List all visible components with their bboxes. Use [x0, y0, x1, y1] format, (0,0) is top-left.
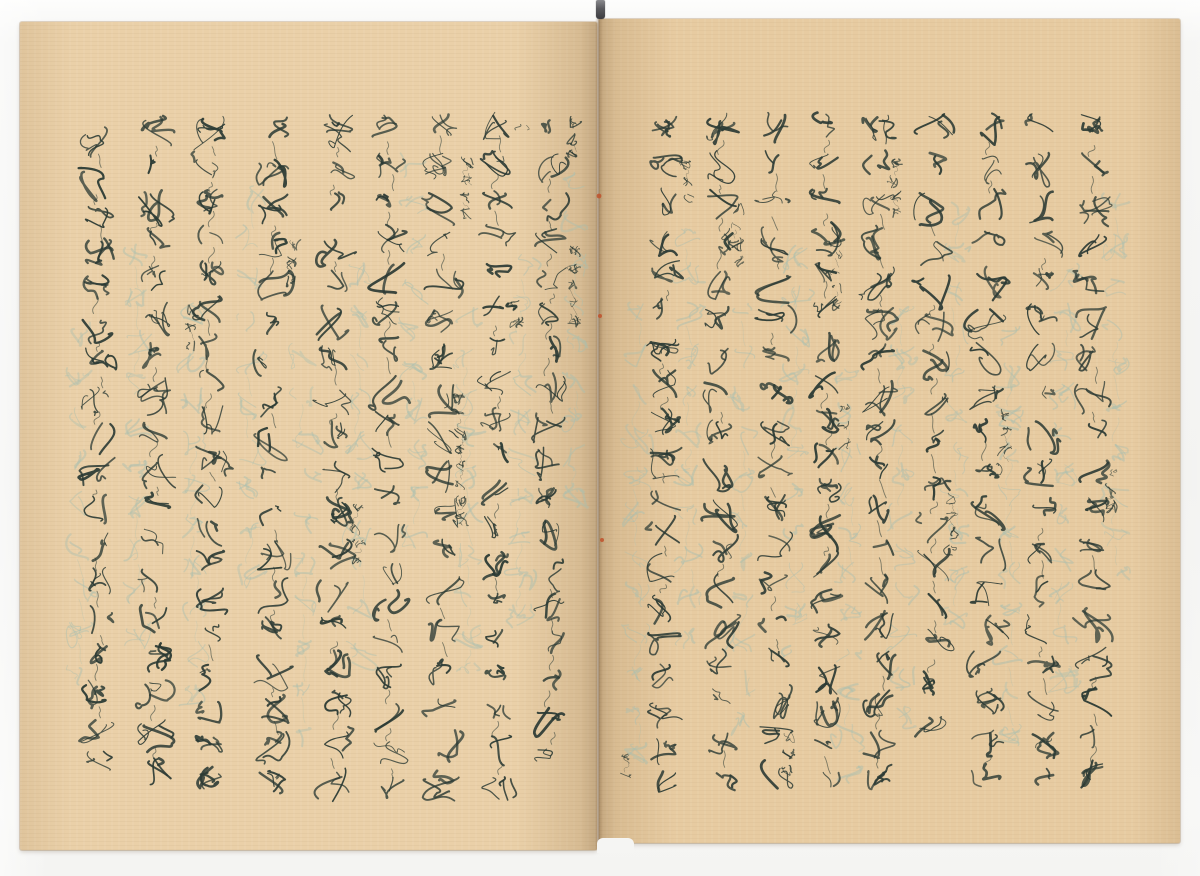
left-page: [20, 22, 597, 850]
right-page: [599, 19, 1180, 843]
binding-pin-icon: [596, 0, 605, 19]
fold-bottom-notch: [597, 838, 634, 853]
